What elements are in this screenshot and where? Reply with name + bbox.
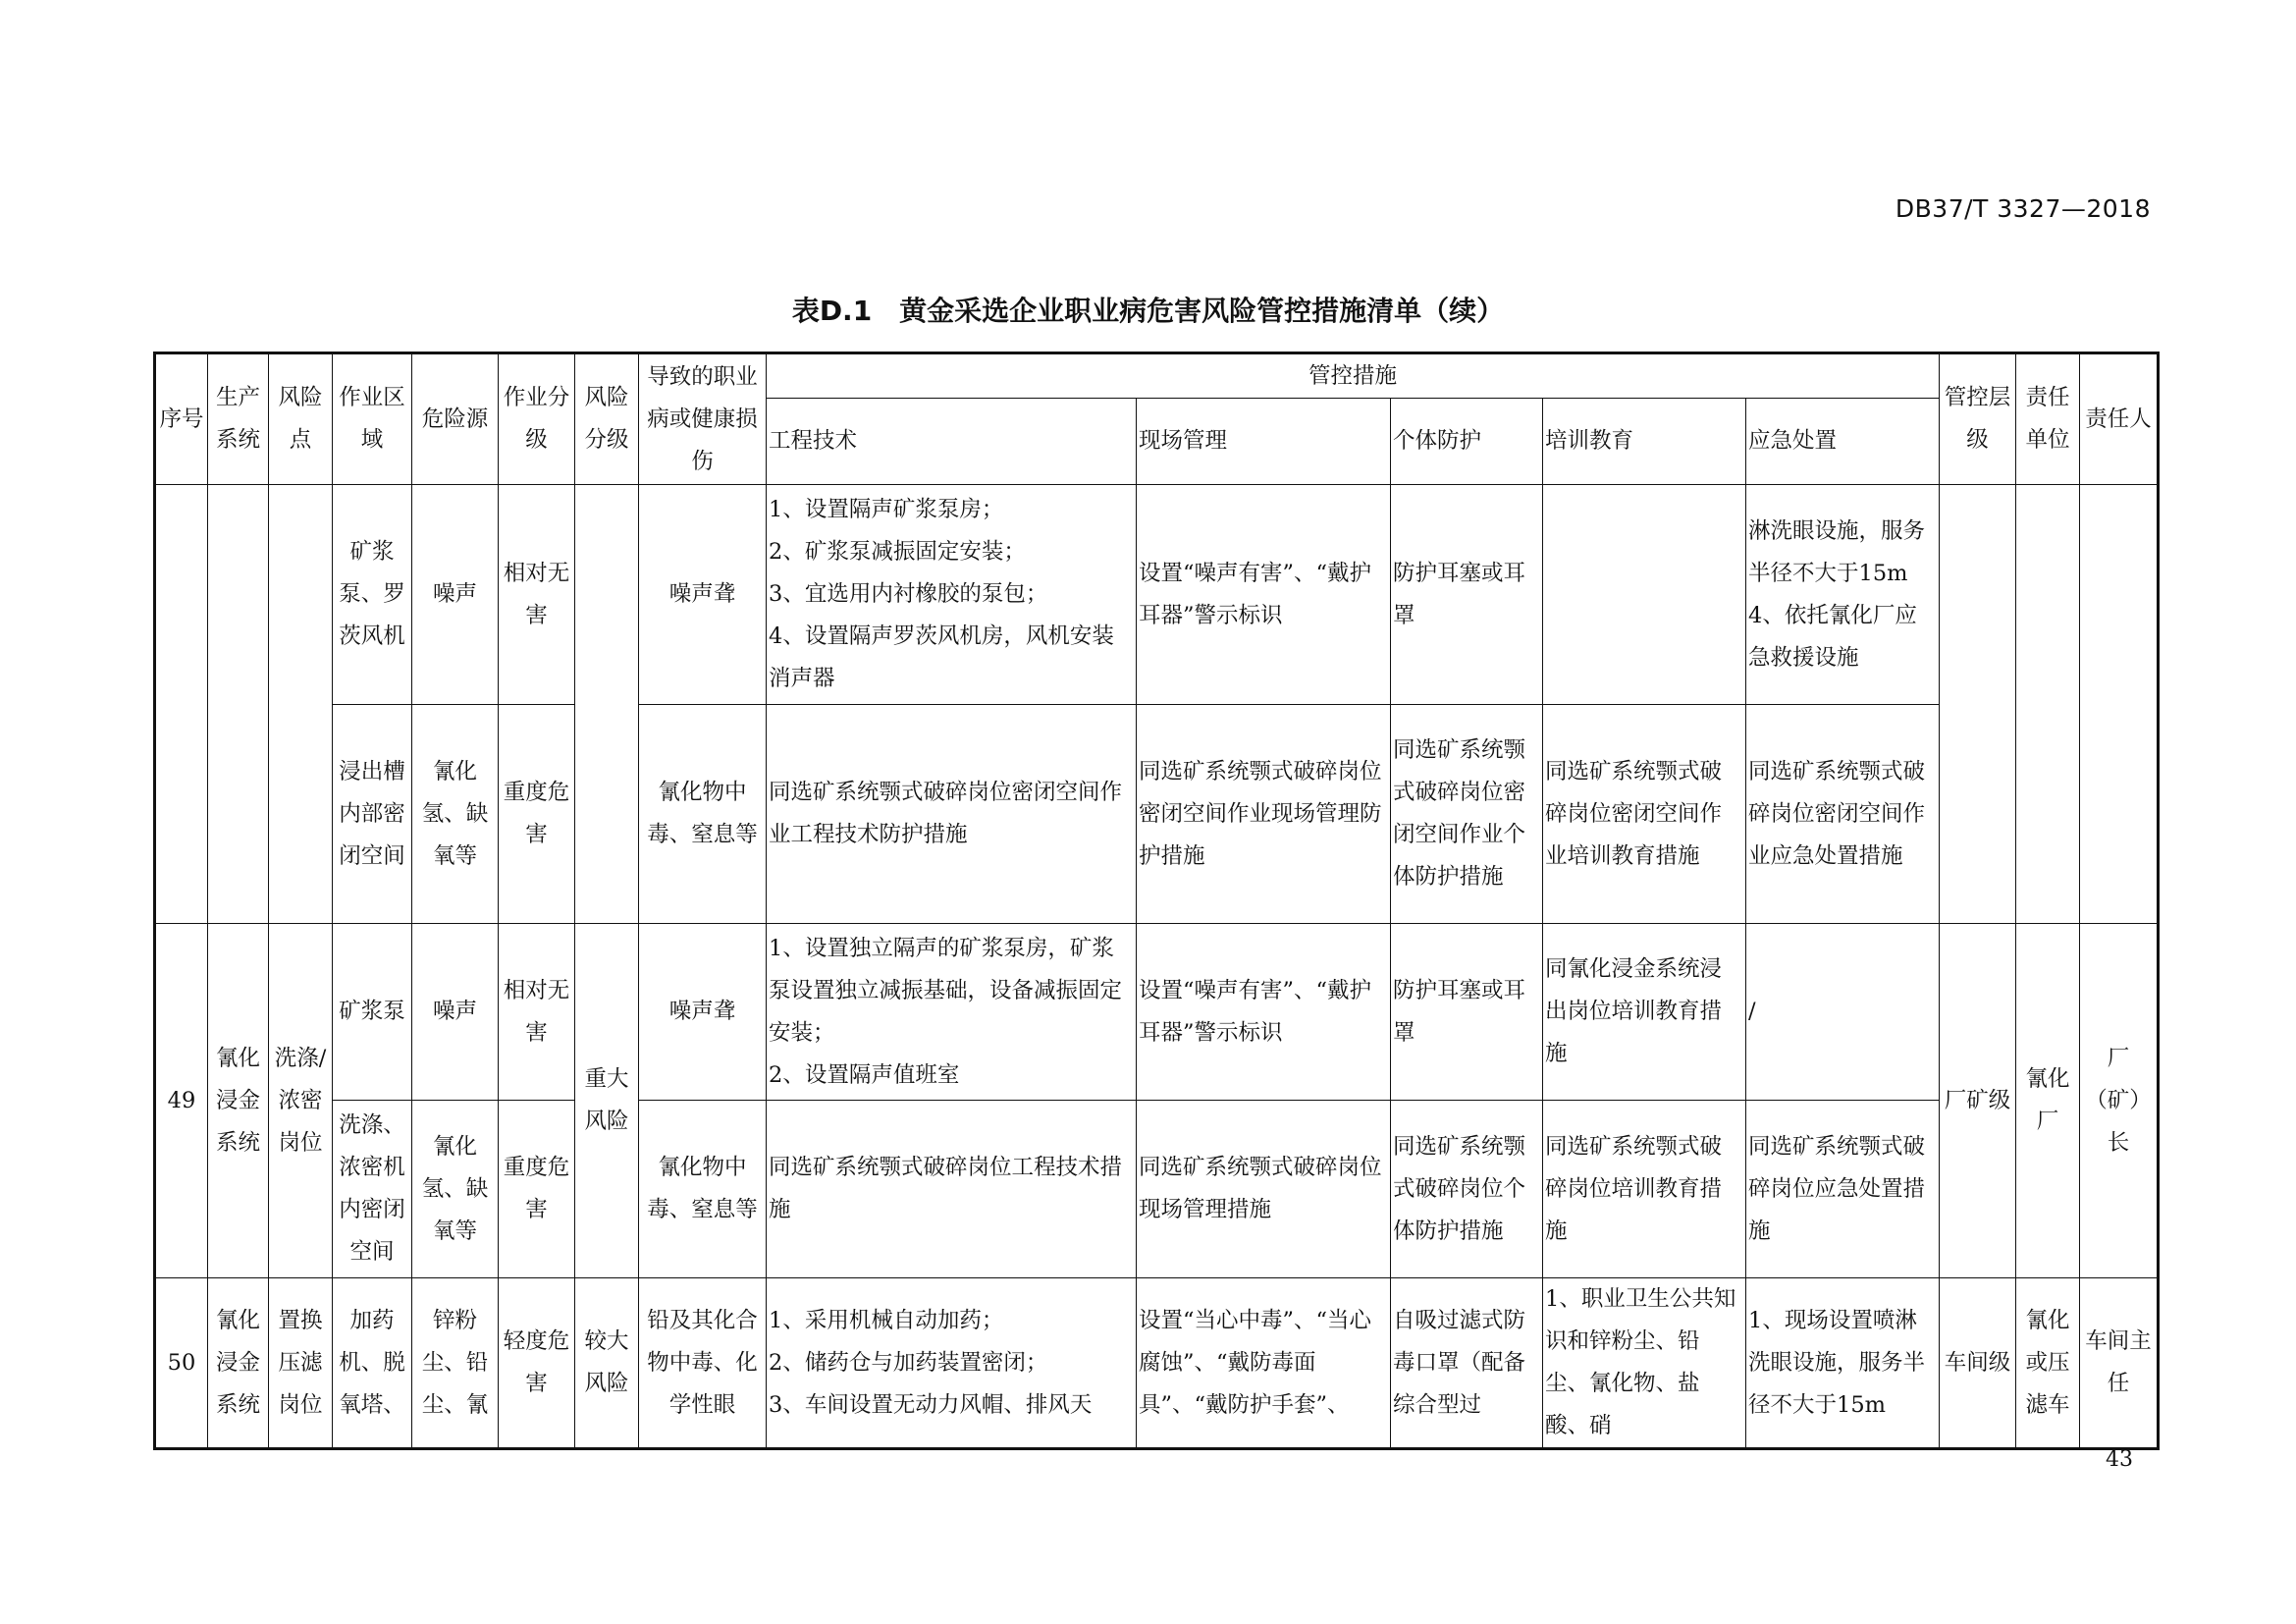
emergency-cell: 同选矿系统颚式破碎岗位密闭空间作业应急处置措施 [1746, 705, 1940, 924]
training-cell: 同氰化浸金系统浸出岗位培训教育措施 [1543, 924, 1746, 1101]
work-area-cell: 矿浆泵 [333, 924, 412, 1101]
disease-cell: 铅及其化合物中毒、化学性眼 [639, 1278, 767, 1449]
col-engineering: 工程技术 [767, 399, 1137, 485]
engineering-cell: 1、设置独立隔声的矿浆泵房，矿浆泵设置独立减振基础，设备减振固定安装； 2、设置隔声值班室 [767, 924, 1137, 1101]
col-hazard-source: 危险源 [412, 353, 499, 485]
work-area-cell: 加药机、脱氧塔、 [333, 1278, 412, 1449]
disease-cell: 氰化物中毒、窒息等 [639, 705, 767, 924]
header-row-1 [155, 353, 2159, 399]
page-number: 43 [2106, 1447, 2133, 1472]
col-training: 培训教育 [1543, 399, 1746, 485]
risk-grade-cell-continued [575, 485, 639, 924]
ppe-cell: 同选矿系统颚式破碎岗位个体防护措施 [1391, 1101, 1543, 1278]
resp-person-cell: 车间主任 [2080, 1278, 2159, 1449]
disease-cell: 噪声聋 [639, 924, 767, 1101]
table-title: 表D.1 黄金采选企业职业病危害风险管控措施清单（续） [791, 295, 1505, 327]
seq-cell-continued [155, 485, 208, 924]
ppe-cell: 同选矿系统颚式破碎岗位密闭空间作业个体防护措施 [1391, 705, 1543, 924]
ppe-cell: 防护耳塞或耳罩 [1391, 924, 1543, 1101]
site-mgmt-cell: 同选矿系统颚式破碎岗位现场管理措施 [1137, 1101, 1391, 1278]
col-seq: 序号 [155, 353, 208, 485]
col-ppe: 个体防护 [1391, 399, 1543, 485]
resp-person-cell-continued [2080, 485, 2159, 924]
col-measures: 管控措施 [767, 353, 1940, 399]
table-row [155, 924, 2159, 1101]
col-emergency: 应急处置 [1746, 399, 1940, 485]
work-grade-cell: 重度危害 [499, 705, 575, 924]
engineering-cell: 1、设置隔声矿浆泵房； 2、矿浆泵减振固定安装； 3、宜选用内衬橡胶的泵包； 4、设置隔声罗茨风机房，风机安装消声器 [767, 485, 1137, 705]
control-level-cell: 厂矿级 [1940, 924, 2016, 1278]
control-level-cell-continued [1940, 485, 2016, 924]
col-disease: 导致的职业病或健康损伤 [639, 353, 767, 485]
system-cell-continued [208, 485, 269, 924]
col-work-area: 作业区域 [333, 353, 412, 485]
hazard-source-cell: 噪声 [412, 924, 499, 1101]
engineering-cell: 1、采用机械自动加药； 2、储药仓与加药装置密闭； 3、车间设置无动力风帽、排风天 [767, 1278, 1137, 1449]
system-cell: 氰化浸金系统 [208, 1278, 269, 1449]
risk-grade-cell: 重大风险 [575, 924, 639, 1278]
disease-cell: 氰化物中毒、窒息等 [639, 1101, 767, 1278]
control-level-cell: 车间级 [1940, 1278, 2016, 1449]
work-grade-cell: 相对无害 [499, 924, 575, 1101]
work-area-cell: 洗涤、浓密机内密闭空间 [333, 1101, 412, 1278]
ppe-cell: 自吸过滤式防毒口罩（配备综合型过 [1391, 1278, 1543, 1449]
work-grade-cell: 轻度危害 [499, 1278, 575, 1449]
work-area-cell: 浸出槽内部密闭空间 [333, 705, 412, 924]
work-grade-cell: 相对无害 [499, 485, 575, 705]
emergency-cell: / [1746, 924, 1940, 1101]
seq-cell: 49 [155, 924, 208, 1278]
col-risk-point: 风险点 [269, 353, 333, 485]
site-mgmt-cell: 设置“噪声有害”、“戴护耳器”警示标识 [1137, 485, 1391, 705]
site-mgmt-cell: 设置“当心中毒”、“当心腐蚀”、“戴防毒面具”、“戴防护手套”、 [1137, 1278, 1391, 1449]
risk-point-cell: 洗涤/浓密岗位 [269, 924, 333, 1278]
engineering-cell: 同选矿系统颚式破碎岗位密闭空间作业工程技术防护措施 [767, 705, 1137, 924]
resp-unit-cell-continued [2016, 485, 2080, 924]
resp-unit-cell: 氰化或压滤车 [2016, 1278, 2080, 1449]
hazard-source-cell: 氰化氢、缺氧等 [412, 1101, 499, 1278]
hazard-source-cell: 氰化氢、缺氧等 [412, 705, 499, 924]
table-row [155, 485, 2159, 705]
table-row [155, 1278, 2159, 1449]
training-cell [1543, 485, 1746, 705]
site-mgmt-cell: 设置“噪声有害”、“戴护耳器”警示标识 [1137, 924, 1391, 1101]
hazard-source-cell: 锌粉尘、铅尘、氰 [412, 1278, 499, 1449]
emergency-cell: 同选矿系统颚式破碎岗位应急处置措施 [1746, 1101, 1940, 1278]
hazard-source-cell: 噪声 [412, 485, 499, 705]
col-system: 生产系统 [208, 353, 269, 485]
col-work-grade: 作业分级 [499, 353, 575, 485]
seq-cell: 50 [155, 1278, 208, 1449]
risk-control-table [153, 352, 2160, 1450]
resp-person-cell: 厂（矿）长 [2080, 924, 2159, 1278]
ppe-cell: 防护耳塞或耳罩 [1391, 485, 1543, 705]
disease-cell: 噪声聋 [639, 485, 767, 705]
system-cell: 氰化浸金系统 [208, 924, 269, 1278]
emergency-cell: 1、现场设置喷淋洗眼设施，服务半径不大于15m [1746, 1278, 1940, 1449]
resp-unit-cell: 氰化厂 [2016, 924, 2080, 1278]
work-grade-cell: 重度危害 [499, 1101, 575, 1278]
risk-point-cell: 置换压滤岗位 [269, 1278, 333, 1449]
col-resp-unit: 责任单位 [2016, 353, 2080, 485]
col-risk-grade: 风险分级 [575, 353, 639, 485]
work-area-cell: 矿浆泵、罗茨风机 [333, 485, 412, 705]
emergency-cell: 淋洗眼设施，服务半径不大于15m 4、依托氰化厂应急救援设施 [1746, 485, 1940, 705]
site-mgmt-cell: 同选矿系统颚式破碎岗位密闭空间作业现场管理防护措施 [1137, 705, 1391, 924]
training-cell: 1、职业卫生公共知识和锌粉尘、铅尘、氰化物、盐酸、硝 [1543, 1278, 1746, 1449]
document-code: DB37/T 3327—2018 [1895, 194, 2151, 223]
risk-grade-cell: 较大风险 [575, 1278, 639, 1449]
table-row [155, 705, 2159, 924]
engineering-cell: 同选矿系统颚式破碎岗位工程技术措施 [767, 1101, 1137, 1278]
training-cell: 同选矿系统颚式破碎岗位密闭空间作业培训教育措施 [1543, 705, 1746, 924]
training-cell: 同选矿系统颚式破碎岗位培训教育措施 [1543, 1101, 1746, 1278]
table-row [155, 1101, 2159, 1278]
col-control-level: 管控层级 [1940, 353, 2016, 485]
risk-point-cell-continued [269, 485, 333, 924]
col-site-mgmt: 现场管理 [1137, 399, 1391, 485]
col-resp-person: 责任人 [2080, 353, 2159, 485]
